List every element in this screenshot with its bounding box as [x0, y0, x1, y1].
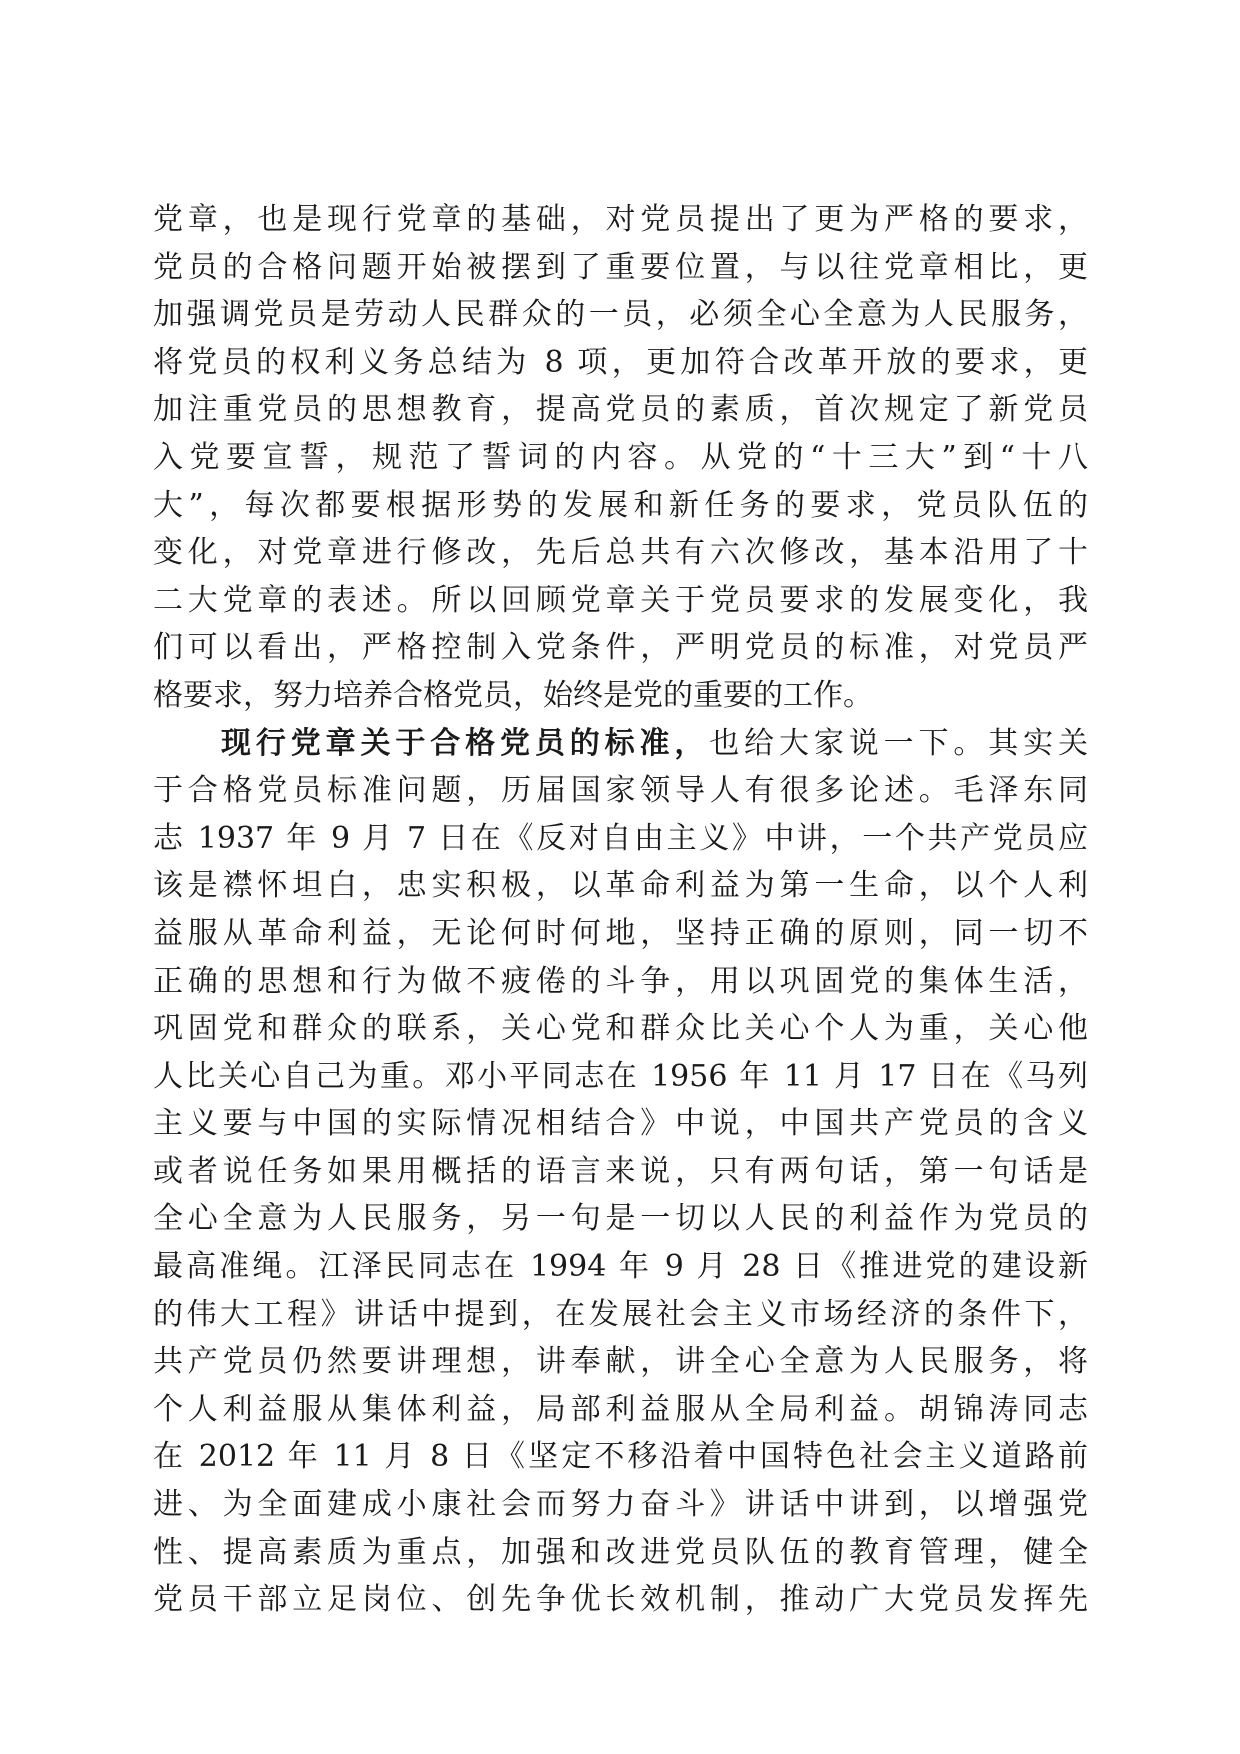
paragraph-line: 进、为全面建成小康社会而努力奋斗》讲话中讲到，以增强党 [153, 1487, 1088, 1523]
paragraph-line: 人比关心自己为重。邓小平同志在 1956 年 11 月 17 日在《马列 [153, 1058, 1088, 1094]
section-heading: 现行党章关于合格党员的标准， [221, 725, 710, 761]
paragraph-line: 的伟大工程》讲话中提到，在发展社会主义市场经济的条件下， [153, 1296, 1088, 1332]
paragraph-line: 最高准绳。江泽民同志在 1994 年 9 月 28 日《推进党的建设新 [153, 1249, 1088, 1285]
paragraph-line: 巩固党和群众的联系，关心党和群众比关心个人为重，关心他 [153, 1011, 1088, 1047]
paragraph-line: 入党要宣誓，规范了誓词的内容。从党的“十三大”到“十八 [153, 439, 1088, 475]
paragraph-line: 们可以看出，严格控制入党条件，严明党员的标准，对党员严 [153, 630, 1088, 666]
paragraph-line: 加强调党员是劳动人民群众的一员，必须全心全意为人民服务， [153, 297, 1088, 333]
paragraph-line: 变化，对党章进行修改，先后总共有六次修改，基本沿用了十 [153, 535, 1088, 571]
paragraph-line: 将党员的权利义务总结为 8 项，更加符合改革开放的要求，更 [153, 344, 1088, 380]
paragraph-line: 或者说任务如果用概括的语言来说，只有两句话，第一句话是 [153, 1153, 1088, 1189]
paragraph-line: 性、提高素质为重点，加强和改进党员队伍的教育管理，健全 [153, 1534, 1088, 1570]
paragraph-line: 党章，也是现行党章的基础，对党员提出了更为严格的要求， [153, 202, 1088, 237]
paragraph-line: 主义要与中国的实际情况相结合》中说，中国共产党员的含义 [153, 1106, 1088, 1142]
paragraph-line: 加注重党员的思想教育，提高党员的素质，首次规定了新党员 [153, 392, 1088, 428]
paragraph-line: 共产党员仍然要讲理想，讲奉献，讲全心全意为人民服务，将 [153, 1344, 1088, 1380]
paragraph-line: 志 1937 年 9 月 7 日在《反对自由主义》中讲，一个共产党员应 [153, 820, 1088, 856]
paragraph-line: 正确的思想和行为做不疲倦的斗争，用以巩固党的集体生活， [153, 963, 1088, 999]
paragraph-line: 在 2012 年 11 月 8 日《坚定不移沿着中国特色社会主义道路前 [153, 1439, 1088, 1475]
paragraph-line: 个人利益服从集体利益，局部利益服从全局利益。胡锦涛同志 [153, 1391, 1088, 1427]
body-text [153, 196, 1088, 1624]
paragraph-line: 二大党章的表述。所以回顾党章关于党员要求的发展变化，我 [153, 582, 1088, 618]
paragraph-line: 全心全意为人民服务，另一句是一切以人民的利益作为党员的 [153, 1201, 1088, 1237]
paragraph-line: 于合格党员标准问题，历届国家领导人有很多论述。毛泽东同 [153, 773, 1088, 809]
paragraph-line: 该是襟怀坦白，忠实积极，以革命利益为第一生命，以个人利 [153, 868, 1088, 904]
paragraph-line [153, 720, 1088, 768]
paragraph-line: 格要求，努力培养合格党员，始终是党的重要的工作。 [153, 677, 873, 713]
paragraph-text: 也给大家说一下。其实关 [709, 725, 1088, 761]
paragraph-line: 党员干部立足岗位、创先争优长效机制，推动广大党员发挥先 [153, 1582, 1088, 1618]
paragraph-line: 党员的合格问题开始被摆到了重要位置，与以往党章相比，更 [153, 249, 1088, 285]
paragraph-line: 大”，每次都要根据形势的发展和新任务的要求，党员队伍的 [153, 487, 1088, 523]
paragraph-line: 益服从革命利益，无论何时何地，坚持正确的原则，同一切不 [153, 915, 1088, 951]
